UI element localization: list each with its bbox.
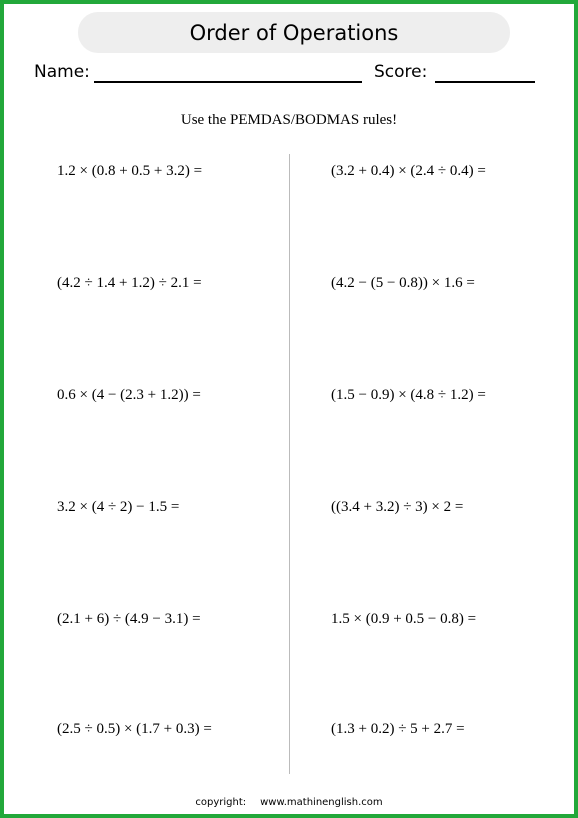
problem-right-4: ((3.4 + 3.2) ÷ 3) × 2 = [331,499,464,515]
score-line [435,81,535,83]
worksheet-title: Order of Operations [78,12,510,53]
problem-left-2: (4.2 ÷ 1.4 + 1.2) ÷ 2.1 = [57,275,202,291]
problem-left-5: (2.1 + 6) ÷ (4.9 − 3.1) = [57,611,201,627]
problem-right-1: (3.2 + 0.4) × (2.4 ÷ 0.4) = [331,163,486,179]
problem-right-6: (1.3 + 0.2) ÷ 5 + 2.7 = [331,721,465,737]
name-label: Name: [34,62,90,82]
instruction-text: Use the PEMDAS/BODMAS rules! [180,112,398,128]
problem-left-3: 0.6 × (4 − (2.3 + 1.2)) = [57,387,201,403]
problem-right-3: (1.5 − 0.9) × (4.8 ÷ 1.2) = [331,387,486,403]
copyright-label: copyright: [195,797,247,808]
problem-right-2: (4.2 − (5 − 0.8)) × 1.6 = [331,275,475,291]
problem-left-4: 3.2 × (4 ÷ 2) − 1.5 = [57,499,180,515]
copyright-url: www.mathinenglish.com [260,797,383,808]
problem-left-1: 1.2 × (0.8 + 0.5 + 3.2) = [57,163,203,179]
column-divider [289,154,290,774]
problem-right-5: 1.5 × (0.9 + 0.5 − 0.8) = [331,611,477,627]
name-line [94,81,362,83]
copyright-footer [4,797,574,808]
problem-left-6: (2.5 ÷ 0.5) × (1.7 + 0.3) = [57,721,212,737]
score-label: Score: [374,62,428,82]
